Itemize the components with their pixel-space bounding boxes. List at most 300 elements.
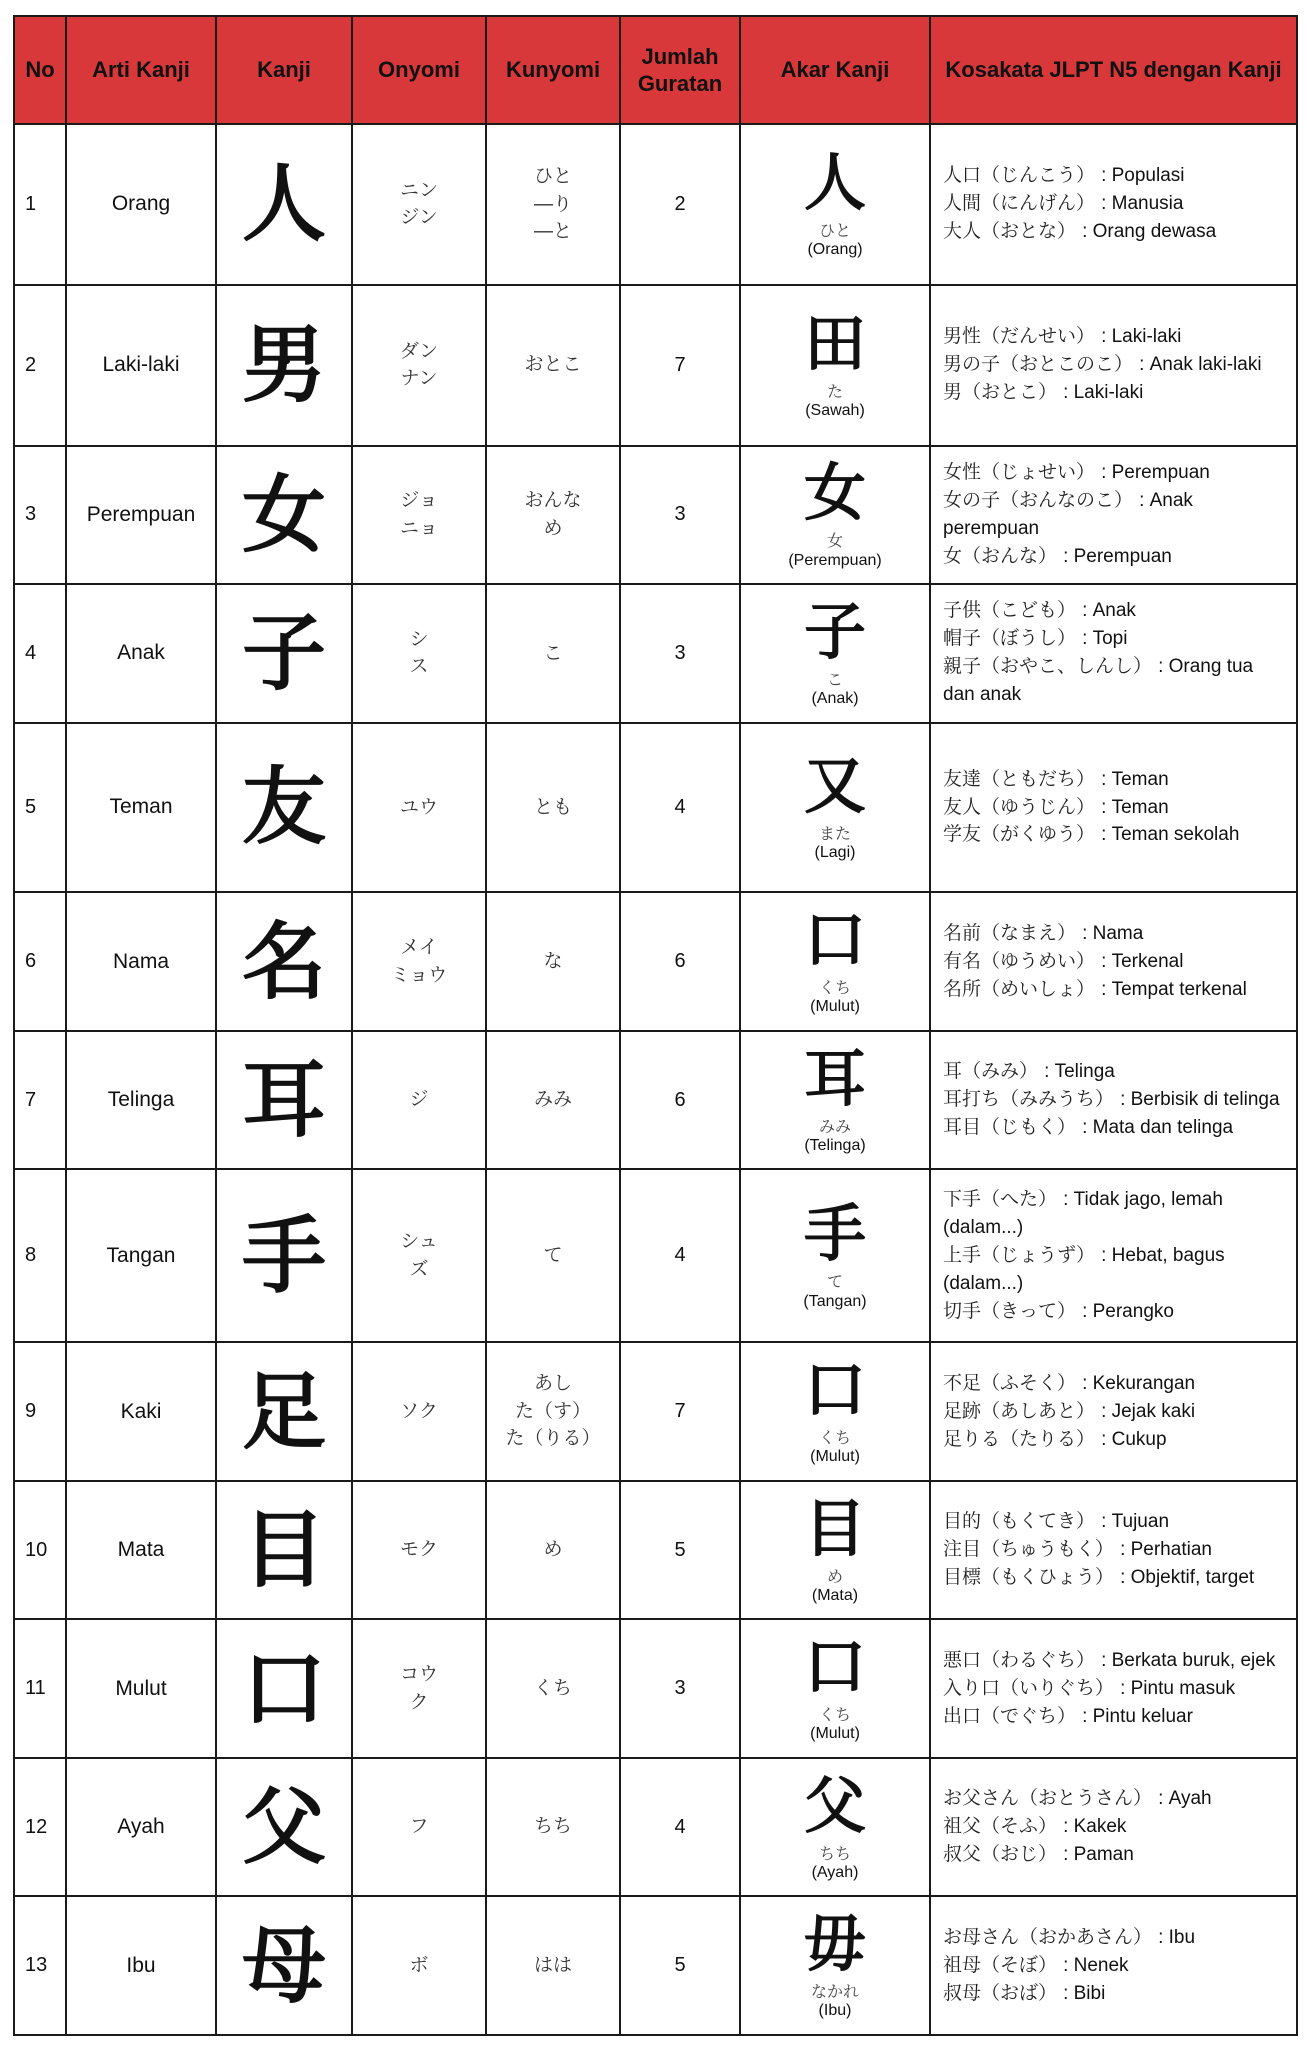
vocabulary-word: 祖父（そふ） [943,1815,1058,1838]
row-number: 9 [14,1342,66,1481]
radical-character: 目 [803,1491,866,1565]
stroke-count: 3 [620,1619,740,1758]
header-onyomi: Onyomi [352,16,486,124]
vocabulary-cell [930,1758,1297,1897]
vocabulary-item [943,218,1288,246]
radical-reading: くち [818,978,851,998]
vocabulary-word: お母さん（おかあさん） [943,1925,1153,1948]
header-akar-kanji: Akar Kanji [740,16,930,124]
kanji-meaning: Tangan [66,1169,216,1342]
row-number: 5 [14,723,66,893]
kanji-character: 子 [216,584,352,723]
vocabulary-word: 帽子（ぼうし） [943,627,1077,650]
kanji-character: 口 [216,1619,352,1758]
kunyomi-cell [486,124,620,285]
vocabulary-cell [930,285,1297,446]
onyomi-cell [352,723,486,893]
radical-cell [740,124,930,285]
stroke-count: 3 [620,584,740,723]
kanji-meaning: Anak [66,584,216,723]
table-row [14,1169,1297,1342]
kanji-meaning: Nama [66,892,216,1031]
kunyomi-reading: な [543,949,563,972]
radical-reading: くち [818,1705,851,1725]
radical-character: 口 [803,1353,866,1427]
onyomi-reading: コウ [399,1663,438,1686]
kanji-meaning: Mata [66,1481,216,1620]
vocabulary-cell [930,446,1297,585]
radical-reading: め [826,1566,843,1586]
vocabulary-item [943,1114,1288,1142]
table-row [14,1031,1297,1170]
vocabulary-item [943,920,1288,948]
vocabulary-meaning: : Anak perempuan [943,489,1193,539]
vocabulary-item [943,1426,1288,1454]
vocabulary-word: 名所（めいしょ） [943,977,1096,1000]
radical-reading: みみ [818,1116,851,1136]
vocabulary-word: 女（おんな） [943,544,1058,567]
kunyomi-reading: め [543,516,563,539]
vocabulary-item [943,379,1288,407]
vocabulary-item [943,1841,1288,1869]
vocabulary-meaning: : Ayah [1158,1788,1212,1810]
vocabulary-meaning: : Cukup [1101,1428,1167,1450]
vocabulary-word: 下手（へた） [943,1187,1058,1210]
vocabulary-item [943,1298,1288,1326]
vocabulary-cell [930,124,1297,285]
stroke-count: 3 [620,446,740,585]
vocabulary-item [943,766,1288,794]
stroke-count: 6 [620,892,740,1031]
kunyomi-cell [486,892,620,1031]
radical-reading: ちち [818,1843,851,1863]
row-number: 12 [14,1758,66,1897]
row-number: 2 [14,285,66,446]
radical-character: 父 [803,1768,866,1842]
header-jumlah-guratan [620,16,740,124]
onyomi-reading: ミョウ [390,963,448,986]
onyomi-reading: ズ [409,1257,429,1280]
kunyomi-reading: あし [533,1372,572,1395]
vocabulary-word: お父さん（おとうさん） [943,1787,1153,1810]
vocabulary-item [943,1647,1288,1675]
vocabulary-word: 入り口（いりぐち） [943,1676,1115,1699]
table-row [14,124,1297,285]
vocabulary-item [943,1924,1288,1952]
kunyomi-reading: ちち [533,1815,572,1838]
vocabulary-item [943,1242,1288,1298]
vocabulary-word: 叔父（おじ） [943,1843,1058,1866]
row-number: 7 [14,1031,66,1170]
radical-cell [740,584,930,723]
table-row [14,285,1297,446]
vocabulary-word: 悪口（わるぐち） [943,1648,1096,1671]
vocabulary-item [943,1952,1288,1980]
row-number: 8 [14,1169,66,1342]
header-kosakata: Kosakata JLPT N5 dengan Kanji [930,16,1297,124]
vocabulary-word: 人口（じんこう） [943,164,1096,187]
radical-character: 毋 [803,1907,866,1981]
radical-character: 人 [803,145,866,219]
kanji-meaning: Mulut [66,1619,216,1758]
radical-cell [740,1342,930,1481]
radical-meaning: (Ayah) [811,1863,859,1881]
kanji-character: 男 [216,285,352,446]
vocabulary-meaning: : Paman [1063,1844,1134,1866]
vocabulary-item [943,1536,1288,1564]
kunyomi-reading: め [543,1538,563,1561]
vocabulary-item [943,1703,1288,1731]
kunyomi-reading: て [543,1244,563,1267]
kanji-meaning: Ibu [66,1896,216,2035]
vocabulary-item [943,487,1288,543]
vocabulary-word: 耳（みみ） [943,1060,1039,1083]
radical-meaning: (Tangan) [803,1292,867,1310]
onyomi-cell [352,584,486,723]
header-arti-kanji: Arti Kanji [66,16,216,124]
row-number: 11 [14,1619,66,1758]
radical-character: 手 [803,1197,866,1271]
radical-reading: 女 [826,531,843,551]
kanji-meaning: Orang [66,124,216,285]
vocabulary-word: 女の子（おんなのこ） [943,488,1134,511]
table-row [14,1619,1297,1758]
vocabulary-meaning: : Tidak jago, lemah (dalam...) [943,1188,1223,1238]
radical-cell [740,1896,930,2035]
row-number: 1 [14,124,66,285]
onyomi-reading: ク [409,1690,429,1713]
vocabulary-meaning: : Tujuan [1101,1511,1170,1533]
stroke-count: 5 [620,1481,740,1620]
radical-cell [740,1031,930,1170]
vocabulary-word: 足りる（たりる） [943,1427,1096,1450]
onyomi-cell [352,446,486,585]
vocabulary-cell [930,1342,1297,1481]
vocabulary-cell [930,1619,1297,1758]
vocabulary-word: 子供（こども） [943,599,1077,622]
vocabulary-word: 人間（にんげん） [943,192,1096,215]
kanji-meaning: Ayah [66,1758,216,1897]
onyomi-cell [352,1619,486,1758]
vocabulary-word: 友達（ともだち） [943,767,1096,790]
radical-meaning: (Perempuan) [788,551,882,569]
vocabulary-item [943,948,1288,976]
vocabulary-word: 男性（だんせい） [943,325,1096,348]
vocabulary-cell [930,584,1297,723]
onyomi-cell [352,1169,486,1342]
vocabulary-item [943,162,1288,190]
onyomi-reading: ユウ [399,795,438,818]
kunyomi-cell [486,584,620,723]
kanji-meaning: Perempuan [66,446,216,585]
onyomi-reading: ニン [399,178,438,201]
radical-reading: た [826,381,843,401]
radical-character: 耳 [803,1041,866,1115]
radical-cell [740,723,930,893]
vocabulary-item [943,1813,1288,1841]
kanji-character: 手 [216,1169,352,1342]
onyomi-cell [352,1342,486,1481]
vocabulary-meaning: : Perempuan [1063,545,1172,567]
kunyomi-cell [486,1481,620,1620]
vocabulary-word: 名前（なまえ） [943,921,1077,944]
radical-reading: なかれ [810,1982,859,2002]
vocabulary-meaning: : Teman sekolah [1101,824,1240,846]
kanji-character: 女 [216,446,352,585]
vocabulary-meaning: : Pintu masuk [1120,1677,1236,1699]
vocabulary-meaning: : Hebat, bagus (dalam...) [943,1244,1225,1294]
vocabulary-meaning: : Orang dewasa [1082,221,1217,243]
kunyomi-cell [486,1169,620,1342]
kunyomi-reading: はは [533,1953,572,1976]
radical-meaning: (Telinga) [804,1136,866,1154]
kunyomi-reading: こ [543,641,563,664]
onyomi-reading: ジン [400,206,438,229]
header-no: No [14,16,66,124]
vocabulary-item [943,653,1288,709]
stroke-count: 6 [620,1031,740,1170]
vocabulary-meaning: : Orang tua dan anak [943,656,1254,706]
stroke-count: 4 [620,1169,740,1342]
vocabulary-cell [930,892,1297,1031]
kunyomi-reading: ―り [533,192,572,215]
stroke-count: 7 [620,285,740,446]
onyomi-cell [352,1896,486,2035]
vocabulary-meaning: : Manusia [1101,193,1184,215]
stroke-count: 5 [620,1896,740,2035]
kunyomi-reading: ひと [533,165,572,188]
vocabulary-meaning: : Telinga [1044,1061,1115,1083]
vocabulary-meaning: : Perangko [1082,1300,1174,1322]
vocabulary-word: 男の子（おとこのこ） [943,353,1134,376]
kunyomi-reading: た（りる） [505,1427,601,1450]
vocabulary-word: 女性（じょせい） [943,460,1096,483]
onyomi-reading: フ [409,1815,429,1838]
radical-reading: ひと [818,220,851,240]
radical-cell [740,1481,930,1620]
kunyomi-cell [486,1342,620,1481]
stroke-count: 2 [620,124,740,285]
kunyomi-cell [486,285,620,446]
vocabulary-meaning: : Kakek [1063,1816,1127,1838]
row-number: 13 [14,1896,66,2035]
radical-character: 口 [803,1630,866,1704]
kanji-meaning: Teman [66,723,216,893]
vocabulary-item [943,1398,1288,1426]
vocabulary-item [943,459,1288,487]
onyomi-cell [352,892,486,1031]
vocabulary-word: 上手（じょうず） [943,1243,1096,1266]
vocabulary-meaning: : Pintu keluar [1082,1705,1193,1727]
radical-character: 女 [803,456,866,530]
vocabulary-meaning: : Anak [1082,600,1136,622]
radical-meaning: (Mulut) [810,998,860,1016]
stroke-count: 7 [620,1342,740,1481]
vocabulary-word: 不足（ふそく） [943,1371,1077,1394]
radical-cell [740,1169,930,1342]
kunyomi-cell [486,1619,620,1758]
vocabulary-item [943,597,1288,625]
vocabulary-item [943,976,1288,1004]
onyomi-reading: シ [409,627,429,650]
vocabulary-word: 祖母（そぼ） [943,1953,1058,1976]
radical-cell [740,1619,930,1758]
vocabulary-item [943,1370,1288,1398]
header-kunyomi: Kunyomi [486,16,620,124]
kunyomi-reading: くち [533,1676,572,1699]
vocabulary-word: 学友（がくゆう） [943,823,1096,846]
kunyomi-reading: おとこ [524,353,582,376]
vocabulary-word: 耳目（じもく） [943,1116,1077,1139]
radical-meaning: (Lagi) [814,844,856,862]
vocabulary-meaning: : Laki-laki [1063,382,1144,404]
vocabulary-word: 男（おとこ） [943,381,1058,404]
vocabulary-word: 切手（きって） [943,1299,1077,1322]
table-row [14,892,1297,1031]
onyomi-reading: シュ [400,1230,438,1253]
vocabulary-meaning: : Kekurangan [1082,1372,1196,1394]
row-number: 6 [14,892,66,1031]
radical-reading: こ [826,669,843,689]
vocabulary-item [943,1058,1288,1086]
vocabulary-meaning: : Jejak kaki [1101,1400,1196,1422]
kunyomi-cell [486,723,620,893]
table-row [14,584,1297,723]
kunyomi-cell [486,1896,620,2035]
kanji-character: 足 [216,1342,352,1481]
kanji-character: 友 [216,723,352,893]
vocabulary-meaning: : Objektif, target [1120,1567,1255,1589]
vocabulary-cell [930,1896,1297,2035]
onyomi-cell [352,1031,486,1170]
kanji-character: 父 [216,1758,352,1897]
radical-meaning: (Mulut) [810,1725,860,1743]
vocabulary-item [943,625,1288,653]
vocabulary-meaning: : Berkata buruk, ejek [1101,1649,1276,1671]
radical-reading: また [818,824,851,844]
vocabulary-item [943,1785,1288,1813]
vocabulary-meaning: : Teman [1101,796,1169,818]
kanji-meaning: Telinga [66,1031,216,1170]
radical-cell [740,446,930,585]
vocabulary-meaning: : Berbisik di telinga [1120,1089,1280,1111]
kunyomi-reading: ―と [533,220,572,243]
vocabulary-meaning: : Populasi [1101,165,1185,187]
vocabulary-word: 叔母（おば） [943,1981,1058,2004]
row-number: 3 [14,446,66,585]
vocabulary-meaning: : Nama [1082,922,1144,944]
table-row [14,723,1297,893]
table-header [14,16,1297,124]
kanji-character: 母 [216,1896,352,2035]
vocabulary-meaning: : Laki-laki [1101,326,1182,348]
onyomi-cell [352,1481,486,1620]
vocabulary-word: 友人（ゆうじん） [943,795,1096,818]
onyomi-reading: ダン [399,339,439,362]
kunyomi-reading: おんな [524,489,582,512]
vocabulary-item [943,1675,1288,1703]
vocabulary-item [943,1980,1288,2008]
vocabulary-word: 目的（もくてき） [943,1510,1096,1533]
vocabulary-cell [930,1481,1297,1620]
kanji-meaning: Laki-laki [66,285,216,446]
vocabulary-cell [930,1169,1297,1342]
radical-cell [740,892,930,1031]
radical-meaning: (Mata) [811,1586,859,1604]
vocabulary-meaning: : Bibi [1063,1982,1106,2004]
vocabulary-item [943,1508,1288,1536]
table-row [14,1758,1297,1897]
radical-meaning: (Mulut) [810,1448,860,1466]
onyomi-reading: メイ [400,936,438,959]
row-number: 4 [14,584,66,723]
stroke-count: 4 [620,1758,740,1897]
radical-meaning: (Sawah) [805,401,865,419]
vocabulary-word: 有名（ゆうめい） [943,949,1096,972]
vocabulary-item [943,1186,1288,1242]
onyomi-cell [352,285,486,446]
onyomi-reading: ス [409,655,429,678]
header-jumlah-line2: Guratan [637,71,723,96]
vocabulary-item [943,190,1288,218]
header-jumlah-line1: Jumlah [641,43,719,69]
radical-cell [740,285,930,446]
vocabulary-meaning: : Mata dan telinga [1082,1117,1234,1139]
radical-character: 田 [803,306,866,380]
vocabulary-meaning: : Ibu [1158,1926,1196,1948]
kunyomi-reading: た（す） [514,1399,591,1422]
vocabulary-meaning: : Anak laki-laki [1139,354,1262,376]
vocabulary-word: 大人（おとな） [943,220,1077,243]
onyomi-reading: ボ [409,1953,429,1976]
vocabulary-item [943,794,1288,822]
radical-meaning: (Anak) [811,690,859,708]
onyomi-reading: ナン [400,367,438,390]
vocabulary-cell [930,723,1297,893]
radical-reading: て [826,1272,843,1292]
radical-character: 子 [803,594,866,668]
vocabulary-meaning: : Perhatian [1120,1539,1212,1561]
vocabulary-word: 注目（ちゅうもく） [943,1538,1115,1561]
kunyomi-reading: とも [533,795,572,818]
kanji-table [13,15,1298,2036]
kanji-character: 名 [216,892,352,1031]
vocabulary-word: 出口（でぐち） [943,1704,1077,1727]
vocabulary-meaning: : Tempat terkenal [1101,978,1247,1000]
onyomi-reading: ニョ [399,516,438,539]
radical-character: 又 [803,748,866,822]
vocabulary-item [943,543,1288,571]
table-row [14,1342,1297,1481]
radical-character: 口 [803,903,866,977]
vocabulary-word: 親子（おやこ、しんし） [943,655,1153,678]
vocabulary-meaning: : Teman [1101,768,1169,790]
vocabulary-item [943,1564,1288,1592]
radical-reading: くち [818,1428,851,1448]
vocabulary-item [943,1086,1288,1114]
vocabulary-meaning: : Topi [1082,628,1128,650]
header-row [14,16,1297,124]
vocabulary-item [943,821,1288,849]
vocabulary-word: 足跡（あしあと） [943,1399,1096,1422]
radical-meaning: (Orang) [807,241,863,259]
onyomi-reading: ジ [409,1088,429,1111]
kanji-meaning: Kaki [66,1342,216,1481]
stroke-count: 4 [620,723,740,893]
kunyomi-cell [486,1031,620,1170]
kunyomi-cell [486,1758,620,1897]
onyomi-reading: ソク [400,1399,438,1422]
